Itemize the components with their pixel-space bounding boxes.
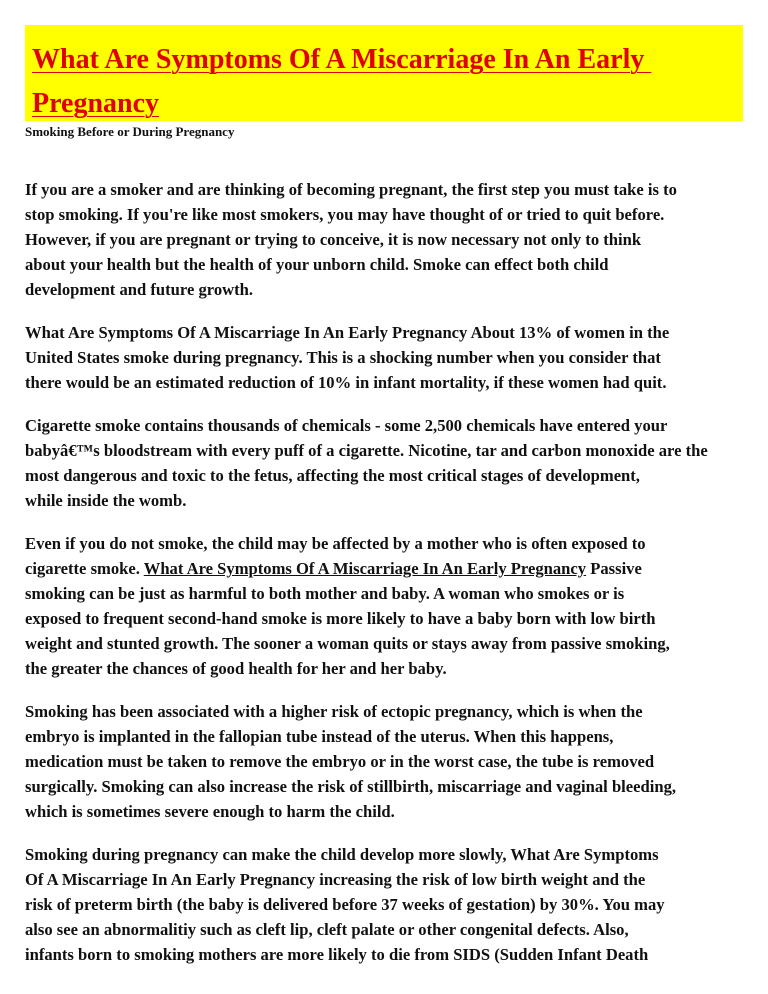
paragraph-1 <box>25 177 768 302</box>
paragraph-2 <box>25 320 768 395</box>
text-line: Of A Miscarriage In An Early Pregnancy increasing the risk of low birth weight and the <box>25 870 646 889</box>
subtitle: Smoking Before or During Pregnancy <box>25 124 235 139</box>
text-line: stop smoking. If you're like most smokers, you may have thought of or tried to quit before. <box>25 205 665 224</box>
text-line: Even if you do not smoke, the child may be affected by a mother who is often exposed to <box>25 534 646 553</box>
paragraph-3 <box>25 413 768 513</box>
text-line: the greater the chances of good health for her and her baby. <box>25 659 447 678</box>
text-line: However, if you are pregnant or trying to conceive, it is now necessary not only to think <box>25 230 642 249</box>
text-line: Cigarette smoke contains thousands of chemicals - some 2,500 chemicals have entered your <box>25 416 668 435</box>
text-segment: cigarette smoke. <box>25 559 144 578</box>
text-segment: Passive <box>586 559 642 578</box>
text-line: Smoking during pregnancy can make the child develop more slowly, What Are Symptoms <box>25 845 659 864</box>
paragraph-6 <box>25 842 768 967</box>
text-line: babyâ€™s bloodstream with every puff of a cigarette. Nicotine, tar and carbon monoxide are the <box>25 441 708 460</box>
paragraph-5 <box>25 699 768 824</box>
text-line: development and future growth. <box>25 280 254 299</box>
text-line: which is sometimes severe enough to harm the child. <box>25 802 395 821</box>
text-line: embryo is implanted in the fallopian tube instead of the uterus. When this happens, <box>25 727 614 746</box>
text-line: If you are a smoker and are thinking of becoming pregnant, the first step you must take is to <box>25 180 677 199</box>
text-line: most dangerous and toxic to the fetus, affecting the most critical stages of development, <box>25 466 640 485</box>
title-line[interactable]: What Are Symptoms Of A Miscarriage In An Early <box>32 44 652 75</box>
text-line: exposed to frequent second-hand smoke is more likely to have a baby born with low birth <box>25 609 656 628</box>
page-title[interactable] <box>32 38 651 126</box>
article-body <box>25 177 768 985</box>
title-line[interactable]: Pregnancy <box>32 88 160 119</box>
text-line: Smoking has been associated with a higher risk of ectopic pregnancy, which is when the <box>25 702 643 721</box>
article-link[interactable]: What Are Symptoms Of A Miscarriage In An Early Pregnancy <box>143 559 587 578</box>
text-line: risk of preterm birth (the baby is delivered before 37 weeks of gestation) by 30%. You may <box>25 895 665 914</box>
text-line: surgically. Smoking can also increase the risk of stillbirth, miscarriage and vaginal bleeding, <box>25 777 677 796</box>
text-line: United States smoke during pregnancy. This is a shocking number when you consider that <box>25 348 661 367</box>
text-line: medication must be taken to remove the embryo or in the worst case, the tube is removed <box>25 752 655 771</box>
paragraph-4 <box>25 531 768 681</box>
text-line <box>25 556 768 581</box>
text-line: also see an abnormalitiy such as cleft lip, cleft palate or other congenital defects. Also, <box>25 920 629 939</box>
text-line: there would be an estimated reduction of 10% in infant mortality, if these women had quit. <box>25 373 667 392</box>
text-line: infants born to smoking mothers are more likely to die from SIDS (Sudden Infant Death <box>25 945 649 964</box>
text-line: about your health but the health of your unborn child. Smoke can effect both child <box>25 255 609 274</box>
text-line: smoking can be just as harmful to both mother and baby. A woman who smokes or is <box>25 584 625 603</box>
text-line: while inside the womb. <box>25 491 187 510</box>
text-line: weight and stunted growth. The sooner a woman quits or stays away from passive smoking, <box>25 634 670 653</box>
text-line: What Are Symptoms Of A Miscarriage In An Early Pregnancy About 13% of women in the <box>25 323 670 342</box>
